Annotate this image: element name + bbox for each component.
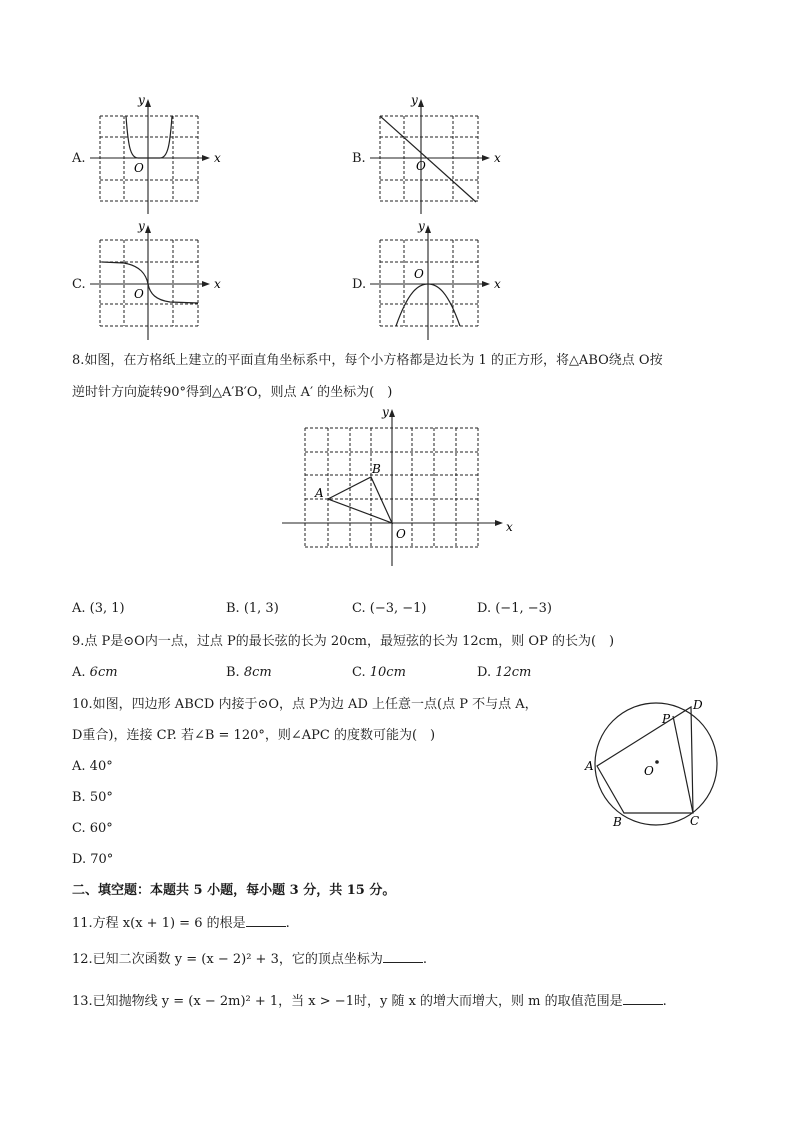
section-2-title: 二、填空题：本题共 5 小题，每小题 3 分，共 15 分。 — [72, 883, 396, 898]
q10-stem-line2: D重合)，连接 CP. 若∠B = 120°，则∠APC 的度数可能为( ) — [72, 728, 436, 743]
option-c-graph — [88, 219, 221, 344]
q10-option-c: C. 60° — [72, 821, 113, 836]
point-d-label: D — [693, 698, 703, 712]
center-o-label: O — [644, 764, 654, 778]
x-axis-label: x — [506, 520, 513, 534]
q10-option-a: A. 40° — [72, 759, 113, 774]
q10-circle-figure — [580, 692, 724, 834]
point-a-label: A — [315, 486, 324, 500]
q11-answer-blank[interactable] — [246, 914, 286, 927]
q9-option-d: D. 12cm — [477, 665, 532, 680]
q9-option-a: A. 6cm — [72, 665, 118, 680]
y-axis-label: y — [418, 219, 425, 233]
option-d-label: D. — [352, 277, 367, 292]
q13-stem: 13.已知抛物线 y = (x − 2m)² + 1，当 x > −1时，y 随 x 的增大而增大，则 m 的取值范围是 . — [72, 994, 667, 1009]
q13-answer-blank[interactable] — [623, 992, 663, 1005]
q11-stem: 11.方程 x(x + 1) = 6 的根是 . — [72, 916, 290, 931]
q12-answer-blank[interactable] — [383, 950, 423, 963]
point-b-label: B — [372, 462, 381, 476]
q8-option-c: C. (−3, −1) — [352, 601, 427, 616]
q8-option-b: B. (1, 3) — [226, 601, 279, 616]
option-b-label: B. — [352, 151, 366, 166]
point-a-label: A — [585, 759, 594, 773]
q10-stem-line1: 10.如图，四边形 ABCD 内接于⊙O，点 P为边 AD 上任意一点(点 P 不与点 A， — [72, 697, 538, 712]
origin-label: O — [134, 287, 144, 301]
origin-label: O — [416, 159, 426, 173]
q8-stem-line2: 逆时针方向旋转90°得到△A′B′O，则点 A′ 的坐标为( ) — [72, 385, 393, 400]
point-c-label: C — [690, 814, 700, 828]
option-b-graph — [368, 93, 501, 218]
q8-figure — [278, 402, 518, 570]
y-axis-label: y — [382, 405, 389, 419]
x-axis-label: x — [214, 277, 221, 291]
x-axis-label: x — [494, 277, 501, 291]
point-p-label: P — [662, 712, 671, 726]
origin-label: O — [134, 161, 144, 175]
q10-option-b: B. 50° — [72, 790, 113, 805]
option-c-label: C. — [72, 277, 86, 292]
q9-option-b: B. 8cm — [226, 665, 272, 680]
x-axis-label: x — [214, 151, 221, 165]
q9-option-c: C. 10cm — [352, 665, 406, 680]
y-axis-label: y — [138, 219, 145, 233]
q9-stem: 9.点 P是⊙O内一点，过点 P的最长弦的长为 20cm，最短弦的长为 12cm，则 OP 的长为( ) — [72, 634, 615, 649]
origin-label: O — [414, 267, 424, 281]
q8-option-d: D. (−1, −3) — [477, 601, 552, 616]
q10-option-d: D. 70° — [72, 852, 114, 867]
option-a-graph — [88, 93, 221, 218]
y-axis-label: y — [138, 93, 145, 107]
option-d-graph — [368, 219, 501, 344]
y-axis-label: y — [411, 93, 418, 107]
x-axis-label: x — [494, 151, 501, 165]
q8-stem-line1: 8.如图，在方格纸上建立的平面直角坐标系中，每个小方格都是边长为 1 的正方形，将△ABO绕点 O按 — [72, 353, 663, 368]
q12-stem: 12.已知二次函数 y = (x − 2)² + 3，它的顶点坐标为 . — [72, 952, 427, 967]
option-a-label: A. — [72, 151, 86, 166]
q8-option-a: A. (3, 1) — [72, 601, 125, 616]
origin-label: O — [396, 527, 406, 541]
point-b-label: B — [613, 815, 622, 829]
